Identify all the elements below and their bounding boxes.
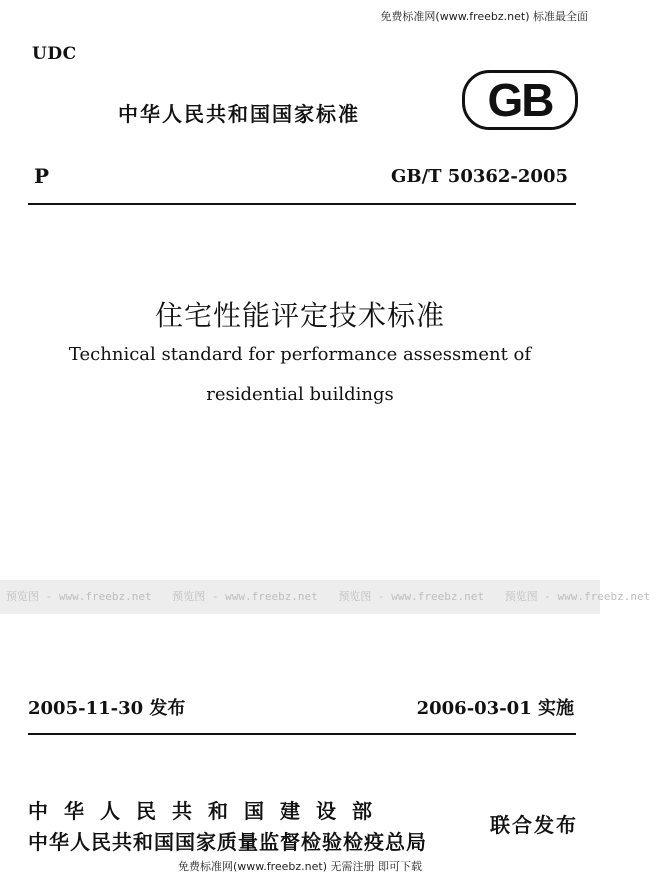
band-watermark-text: 预览图 - www.freebz.net bbox=[6, 590, 152, 603]
national-standard-heading: 中华人民共和国国家标准 bbox=[118, 102, 360, 126]
implementation-date: 2006-03-01 实施 bbox=[416, 698, 574, 719]
title-english-line1: Technical standard for performance assessment of bbox=[68, 344, 532, 365]
footer-divider bbox=[28, 733, 576, 735]
band-watermark-text: 预览图 - www.freebz.net bbox=[504, 590, 651, 603]
gb-logo-text: GB bbox=[487, 74, 553, 126]
publisher-aqsiq: 中华人民共和国国家质量监督检验检疫总局 bbox=[28, 830, 427, 854]
category-code: P bbox=[34, 164, 50, 188]
title-chinese: 住宅性能评定技术标准 bbox=[154, 299, 445, 332]
top-watermark: 免费标准网(www.freebz.net) 标准最全面 bbox=[380, 10, 588, 23]
gb-logo-icon bbox=[462, 70, 578, 134]
udc-label: UDC bbox=[32, 44, 77, 64]
standard-number: GB/T 50362-2005 bbox=[390, 166, 568, 187]
joint-release-label: 联合发布 bbox=[490, 813, 578, 837]
preview-watermark-band bbox=[0, 580, 651, 614]
header-divider bbox=[28, 203, 576, 205]
publisher-ministry: 中华人民共和国建设部 bbox=[28, 799, 388, 823]
band-watermark-text: 预览图 - www.freebz.net bbox=[172, 590, 318, 603]
issue-date: 2005-11-30 发布 bbox=[28, 698, 186, 719]
band-watermark-text: 预览图 - www.freebz.net bbox=[338, 590, 485, 603]
title-english-line2: residential buildings bbox=[206, 384, 394, 405]
bottom-watermark: 免费标准网(www.freebz.net) 无需注册 即可下载 bbox=[177, 860, 423, 873]
